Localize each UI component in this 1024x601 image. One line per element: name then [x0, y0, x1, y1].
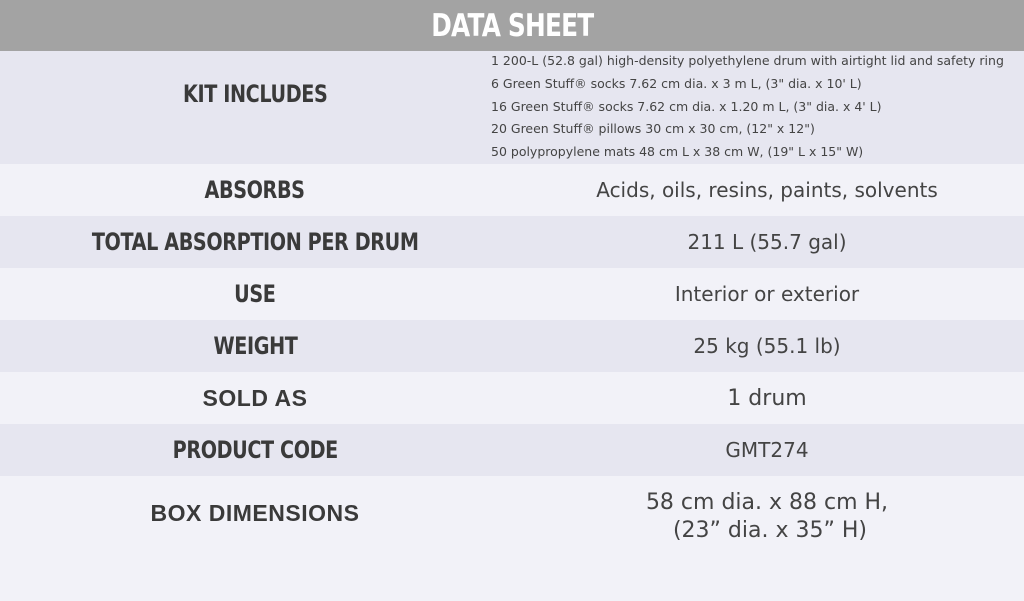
use-label: USE	[234, 280, 276, 308]
weight-label: WEIGHT	[213, 332, 297, 360]
sheet-title: DATA SHEET	[430, 7, 594, 44]
sold-as-label: SOLD AS	[202, 384, 308, 411]
kit-includes-label: KIT INCLUDES	[182, 79, 328, 108]
total-absorption-value: 211 L (55.7 gal)	[687, 230, 847, 254]
row-kit-includes	[0, 51, 1024, 164]
row-total-absorption	[0, 216, 1024, 268]
row-product-code	[0, 424, 1024, 476]
row-absorbs	[0, 164, 1024, 216]
kit-item: 1 200-L (52.8 gal) high-density polyethylene drum with airtight lid and safety ring	[491, 53, 1004, 68]
product-code-value: GMT274	[725, 438, 809, 462]
absorbs-value: Acids, oils, resins, paints, solvents	[596, 178, 938, 202]
kit-item: 6 Green Stuff® socks 7.62 cm dia. x 3 m L, (3" dia. x 10' L)	[491, 75, 862, 91]
use-value: Interior or exterior	[674, 282, 860, 306]
weight-value: 25 kg (55.1 lb)	[693, 334, 841, 358]
kit-items-list	[491, 50, 1021, 164]
row-sold-as	[0, 372, 1024, 424]
box-dimensions-imperial: (23” dia. x 35” H)	[672, 518, 868, 543]
kit-item: 16 Green Stuff® socks 7.62 cm dia. x 1.20 m L, (3" dia. x 4' L)	[491, 98, 882, 114]
row-use	[0, 268, 1024, 320]
kit-item: 20 Green Stuff® pillows 30 cm x 30 cm, (12" x 12")	[491, 121, 815, 137]
sold-as-value: 1 drum	[727, 385, 807, 411]
box-dimensions-label: BOX DIMENSIONS	[150, 500, 360, 526]
kit-item: 50 polypropylene mats 48 cm L x 38 cm W, (19" L x 15" W)	[491, 144, 864, 160]
product-code-label: PRODUCT CODE	[172, 436, 338, 464]
sheet-header	[0, 0, 1024, 51]
row-box-dimensions	[0, 476, 1024, 601]
box-dimensions-value	[510, 489, 1024, 545]
total-absorption-label: TOTAL ABSORPTION PER DRUM	[91, 228, 419, 256]
box-dimensions-metric: 58 cm dia. x 88 cm H,	[645, 490, 889, 515]
row-weight	[0, 320, 1024, 372]
absorbs-label: ABSORBS	[204, 176, 306, 204]
